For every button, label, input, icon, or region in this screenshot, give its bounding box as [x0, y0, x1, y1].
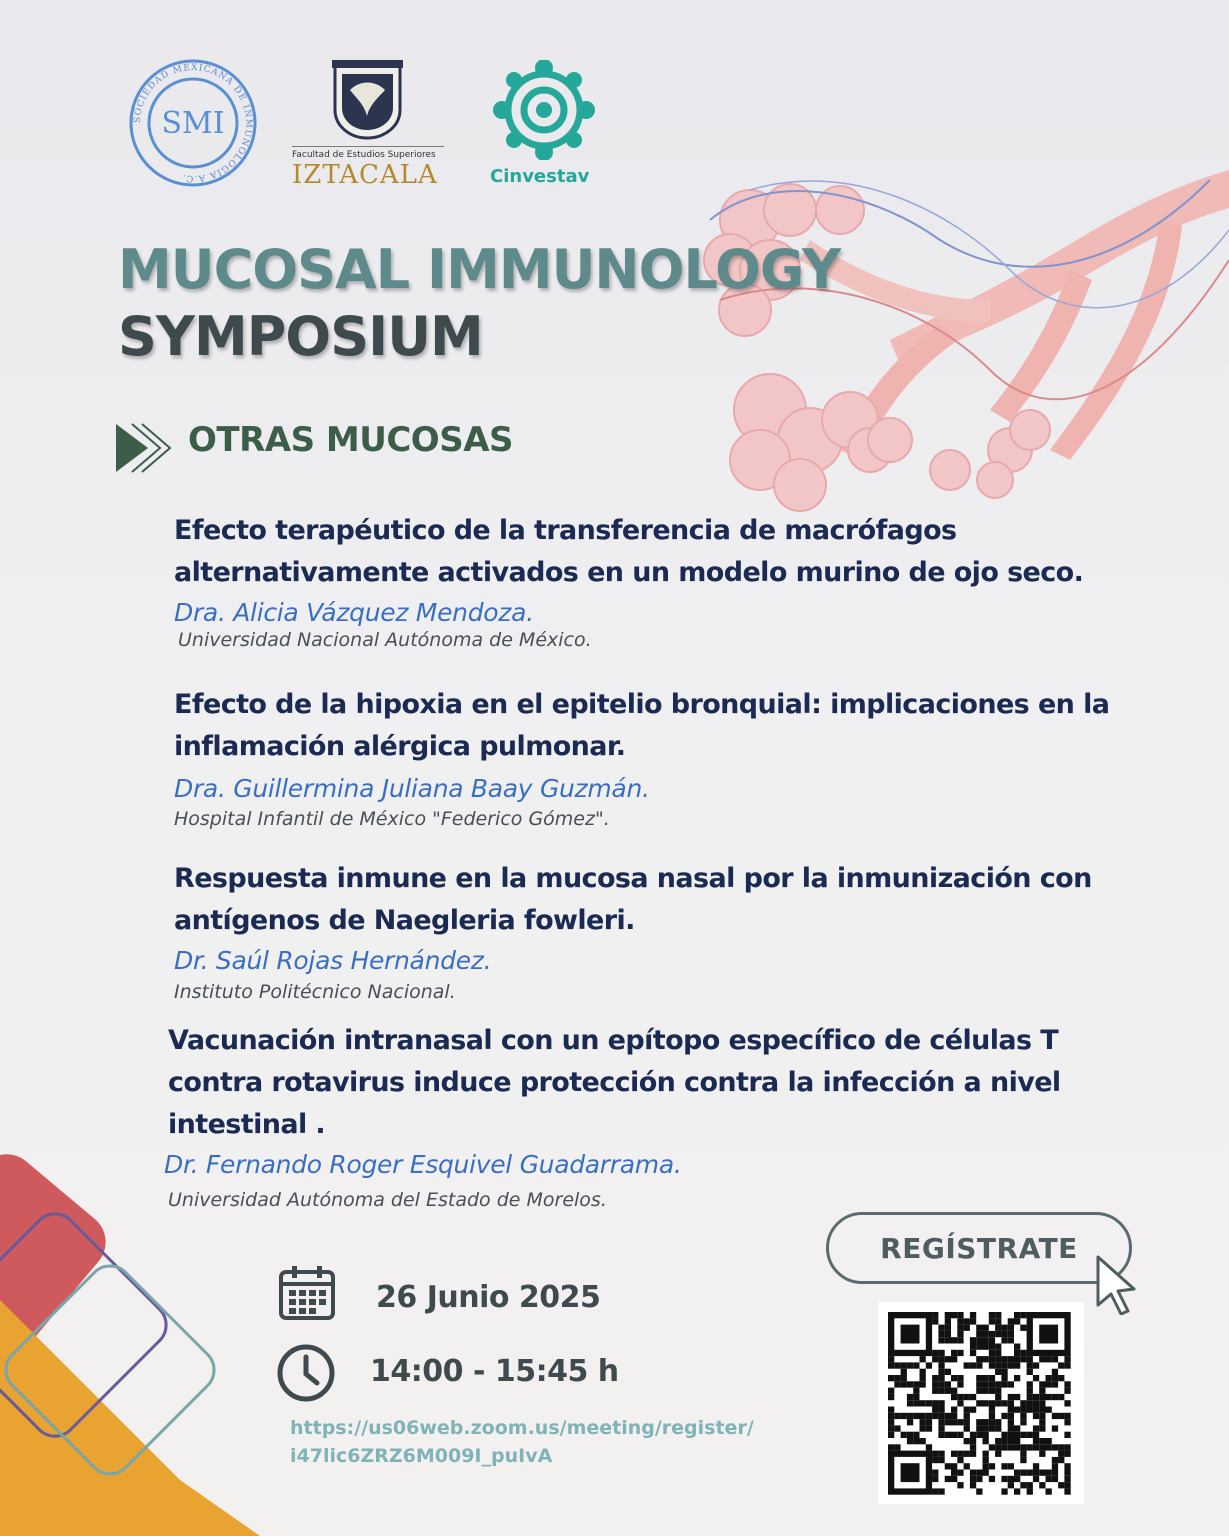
title-line-1: MUCOSAL IMMUNOLOGY	[118, 238, 841, 301]
calendar-icon	[278, 1264, 336, 1322]
talk-4-speaker: Dr. Fernando Roger Esquivel Guadarrama.	[164, 1150, 682, 1179]
talk-1-title: Efecto terapéutico de la transferencia de macrófagos alternativamente activados en un modelo murino de ojo seco.	[174, 515, 1084, 588]
talk-3-title: Respuesta inmune en la mucosa nasal por la inmunización con antígenos de Naegleria fowleri.	[174, 863, 1092, 936]
cinvestav-emblem-icon	[486, 60, 604, 160]
talk-1-speaker: Dra. Alicia Vázquez Mendoza.	[174, 598, 534, 627]
talk-2-title: Efecto de la hipoxia en el epitelio bronquial: implicaciones en la inflamación alérgica pulmonar.	[174, 689, 1110, 762]
cursor-pointer-icon	[1094, 1255, 1138, 1315]
qr-code-icon	[878, 1302, 1084, 1504]
unam-crest-icon	[290, 60, 445, 140]
smi-logo	[128, 58, 258, 188]
register-button[interactable]	[826, 1212, 1132, 1284]
section-title: OTRAS MUCOSAS	[188, 420, 513, 460]
clock-icon	[276, 1343, 336, 1403]
registration-link[interactable]: https://us06web.zoom.us/meeting/register/i47lic6ZRZ6M009I_puIvA	[290, 1417, 754, 1467]
register-button-label: REGÍSTRATE	[880, 1231, 1078, 1265]
talk-3-institution: Instituto Politécnico Nacional.	[174, 981, 456, 1003]
talk-2-institution: Hospital Infantil de México "Federico Gómez".	[174, 808, 610, 830]
talk-3-speaker: Dr. Saúl Rojas Hernández.	[174, 946, 492, 975]
talk-1-institution: Universidad Nacional Autónoma de México.	[178, 629, 592, 651]
triple-arrow-icon	[114, 420, 174, 476]
talk-4-institution: Universidad Autónoma del Estado de Morelos.	[168, 1189, 607, 1211]
event-date: 26 Junio 2025	[376, 1280, 601, 1315]
qr-code[interactable]	[878, 1302, 1084, 1504]
event-time: 14:00 - 15:45 h	[370, 1354, 619, 1389]
title-line-2: SYMPOSIUM	[118, 305, 483, 368]
talk-2-speaker: Dra. Guillermina Juliana Baay Guzmán.	[174, 774, 650, 803]
cinvestav-logo	[486, 60, 604, 190]
talk-4-title: Vacunación intranasal con un epítopo específico de células T contra rotavirus induce protección contra la infección a nivel intestinal .	[168, 1025, 1061, 1140]
iztacala-logo	[290, 60, 445, 190]
lung-bronchi-illustration	[690, 150, 1229, 530]
smi-logo-text: SMI	[161, 106, 225, 141]
iztacala-name: IZTACALA	[292, 160, 438, 190]
smi-ring-text: SOCIEDAD MEXICANA DE INMUNOLOGÍA A.C.	[132, 62, 254, 184]
cinvestav-name: Cinvestav	[490, 166, 590, 187]
iztacala-subtitle: Facultad de Estudios Superiores	[292, 150, 436, 160]
corner-decoration	[0, 1150, 260, 1536]
